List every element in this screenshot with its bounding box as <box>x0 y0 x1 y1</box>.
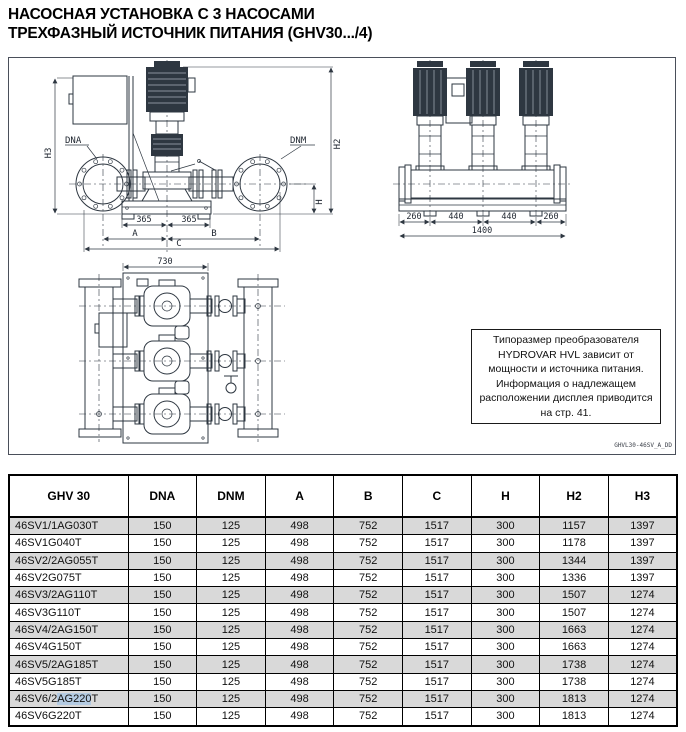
value-cell: 1517 <box>403 656 472 673</box>
value-cell: 1517 <box>403 639 472 656</box>
value-cell: 125 <box>197 621 266 638</box>
table-header-row <box>9 475 677 517</box>
value-cell: 125 <box>197 569 266 586</box>
table-body <box>9 517 677 726</box>
table-row <box>9 587 677 604</box>
value-cell: 1738 <box>540 673 609 690</box>
value-cell: 1517 <box>403 552 472 569</box>
dim-365-left: 365 <box>136 215 152 225</box>
value-cell: 150 <box>128 639 197 656</box>
dim-260-right: 260 <box>543 212 559 222</box>
value-cell: 125 <box>197 639 266 656</box>
value-cell: 498 <box>265 587 334 604</box>
page-title-line2: ТРЕХФАЗНЫЙ ИСТОЧНИК ПИТАНИЯ (GHV30.../4) <box>8 25 373 42</box>
value-cell: 1517 <box>403 517 472 535</box>
value-cell: 752 <box>334 552 403 569</box>
hydrovar-note-box <box>471 329 661 424</box>
model-cell: 46SV5/2AG185T <box>9 656 128 673</box>
pressure-gauge <box>224 373 238 393</box>
col-header-b: B <box>334 475 403 517</box>
table-row <box>9 621 677 638</box>
dim-label-c: C <box>176 239 182 249</box>
model-cell: 46SV3G110T <box>9 604 128 621</box>
top-view-drawing <box>79 257 285 443</box>
model-cell: 46SV3/2AG110T <box>9 587 128 604</box>
table-row <box>9 656 677 673</box>
value-cell: 150 <box>128 552 197 569</box>
note-line: Информация о надлежащем <box>495 377 637 390</box>
value-cell: 1344 <box>540 552 609 569</box>
value-cell: 150 <box>128 621 197 638</box>
model-cell: 46SV4/2AG150T <box>9 621 128 638</box>
value-cell: 300 <box>471 621 540 638</box>
value-cell: 150 <box>128 517 197 535</box>
text-selection-highlight: AG220 <box>57 693 92 706</box>
value-cell: 1274 <box>608 656 677 673</box>
value-cell: 752 <box>334 656 403 673</box>
value-cell: 752 <box>334 569 403 586</box>
model-cell: 46SV5G185T <box>9 673 128 690</box>
value-cell: 1517 <box>403 569 472 586</box>
value-cell: 300 <box>471 673 540 690</box>
value-cell: 1813 <box>540 690 609 707</box>
value-cell: 1274 <box>608 621 677 638</box>
value-cell: 1517 <box>403 708 472 726</box>
col-header-h2: H2 <box>540 475 609 517</box>
value-cell: 1274 <box>608 639 677 656</box>
table-row <box>9 535 677 552</box>
drawing-code: GHVL30-46SV_A_DD <box>614 442 672 449</box>
dim-260-left: 260 <box>406 212 422 222</box>
value-cell: 752 <box>334 708 403 726</box>
value-cell: 498 <box>265 552 334 569</box>
value-cell: 752 <box>334 690 403 707</box>
value-cell: 1738 <box>540 656 609 673</box>
value-cell: 125 <box>197 604 266 621</box>
value-cell: 498 <box>265 708 334 726</box>
value-cell: 1517 <box>403 621 472 638</box>
value-cell: 150 <box>128 569 197 586</box>
dim-1400: 1400 <box>471 226 493 236</box>
value-cell: 150 <box>128 587 197 604</box>
value-cell: 1274 <box>608 587 677 604</box>
value-cell: 125 <box>197 708 266 726</box>
value-cell: 150 <box>128 690 197 707</box>
dim-440-left: 440 <box>448 212 464 222</box>
value-cell: 498 <box>265 690 334 707</box>
dim-label-h3: H3 <box>44 147 54 159</box>
value-cell: 1663 <box>540 621 609 638</box>
value-cell: 1157 <box>540 517 609 535</box>
value-cell: 1397 <box>608 517 677 535</box>
value-cell: 125 <box>197 517 266 535</box>
value-cell: 1274 <box>608 708 677 726</box>
value-cell: 1274 <box>608 604 677 621</box>
value-cell: 300 <box>471 552 540 569</box>
dnm-label: DNM <box>290 136 307 146</box>
col-header-a: A <box>265 475 334 517</box>
col-header-c: C <box>403 475 472 517</box>
value-cell: 125 <box>197 587 266 604</box>
dim-label-h2: H2 <box>333 138 343 150</box>
table-row <box>9 708 677 726</box>
dim-label-a: A <box>132 229 138 239</box>
model-text: T <box>91 693 99 706</box>
model-cell: 46SV2/2AG055T <box>9 552 128 569</box>
model-text: 46SV6/2 <box>15 693 58 706</box>
value-cell: 300 <box>471 708 540 726</box>
note-line: HYDROVAR HVL зависит от <box>498 348 634 361</box>
value-cell: 498 <box>265 569 334 586</box>
note-line: на стр. 41. <box>540 406 592 419</box>
side-view-drawing <box>393 60 573 236</box>
value-cell: 752 <box>334 517 403 535</box>
value-cell: 125 <box>197 690 266 707</box>
model-cell: 46SV6G220T <box>9 708 128 726</box>
table-row <box>9 517 677 535</box>
front-view-drawing <box>44 60 343 254</box>
value-cell: 1178 <box>540 535 609 552</box>
value-cell: 752 <box>334 673 403 690</box>
value-cell: 150 <box>128 604 197 621</box>
value-cell: 752 <box>334 621 403 638</box>
value-cell: 300 <box>471 535 540 552</box>
value-cell: 1397 <box>608 552 677 569</box>
note-line: расположении дисплея приводится <box>479 392 653 404</box>
value-cell: 1507 <box>540 604 609 621</box>
col-header-h: H <box>471 475 540 517</box>
value-cell: 752 <box>334 587 403 604</box>
value-cell: 498 <box>265 656 334 673</box>
value-cell: 1517 <box>403 673 472 690</box>
value-cell: 1517 <box>403 535 472 552</box>
table-row <box>9 690 677 707</box>
value-cell: 150 <box>128 535 197 552</box>
value-cell: 1274 <box>608 673 677 690</box>
value-cell: 300 <box>471 569 540 586</box>
dim-730: 730 <box>157 257 173 267</box>
value-cell: 498 <box>265 673 334 690</box>
value-cell: 150 <box>128 708 197 726</box>
dim-label-b: B <box>211 229 217 239</box>
table-row <box>9 673 677 690</box>
value-cell: 1517 <box>403 587 472 604</box>
value-cell: 125 <box>197 656 266 673</box>
value-cell: 752 <box>334 639 403 656</box>
value-cell: 300 <box>471 639 540 656</box>
model-cell: 46SV1/1AG030T <box>9 517 128 535</box>
model-cell: 46SV1G040T <box>9 535 128 552</box>
value-cell: 498 <box>265 639 334 656</box>
col-header-dna: DNA <box>128 475 197 517</box>
value-cell: 1813 <box>540 708 609 726</box>
value-cell: 1517 <box>403 690 472 707</box>
model-cell <box>9 690 128 707</box>
table-row <box>9 604 677 621</box>
value-cell: 1517 <box>403 604 472 621</box>
value-cell: 498 <box>265 517 334 535</box>
value-cell: 150 <box>128 673 197 690</box>
note-line: мощности и источника питания. <box>488 363 644 375</box>
value-cell: 752 <box>334 535 403 552</box>
value-cell: 300 <box>471 656 540 673</box>
value-cell: 498 <box>265 604 334 621</box>
value-cell: 1397 <box>608 569 677 586</box>
col-header-ghv30: GHV 30 <box>9 475 128 517</box>
value-cell: 300 <box>471 604 540 621</box>
value-cell: 300 <box>471 517 540 535</box>
value-cell: 300 <box>471 587 540 604</box>
value-cell: 1274 <box>608 690 677 707</box>
value-cell: 1663 <box>540 639 609 656</box>
dim-label-h: H <box>315 199 325 205</box>
value-cell: 498 <box>265 621 334 638</box>
value-cell: 1397 <box>608 535 677 552</box>
top-pump-row-3 <box>79 388 285 434</box>
value-cell: 1507 <box>540 587 609 604</box>
dna-label: DNA <box>65 136 82 146</box>
dimensions-table <box>8 474 678 727</box>
model-cell: 46SV4G150T <box>9 639 128 656</box>
page-title-line1: НАСОСНАЯ УСТАНОВКА С 3 НАСОСАМИ <box>8 6 315 23</box>
col-header-h3: H3 <box>608 475 677 517</box>
dim-440-right: 440 <box>501 212 517 222</box>
value-cell: 125 <box>197 673 266 690</box>
value-cell: 1336 <box>540 569 609 586</box>
table-row <box>9 569 677 586</box>
value-cell: 125 <box>197 552 266 569</box>
col-header-dnm: DNM <box>197 475 266 517</box>
model-cell: 46SV2G075T <box>9 569 128 586</box>
value-cell: 498 <box>265 535 334 552</box>
technical-drawing-panel <box>8 57 676 455</box>
top-pump-row-2 <box>79 335 285 381</box>
value-cell: 125 <box>197 535 266 552</box>
table-row <box>9 639 677 656</box>
page-title <box>8 5 372 43</box>
note-line: Типоразмер преобразователя <box>493 334 639 346</box>
table-row <box>9 552 677 569</box>
value-cell: 300 <box>471 690 540 707</box>
dim-365-right: 365 <box>181 215 197 225</box>
value-cell: 752 <box>334 604 403 621</box>
value-cell: 150 <box>128 656 197 673</box>
